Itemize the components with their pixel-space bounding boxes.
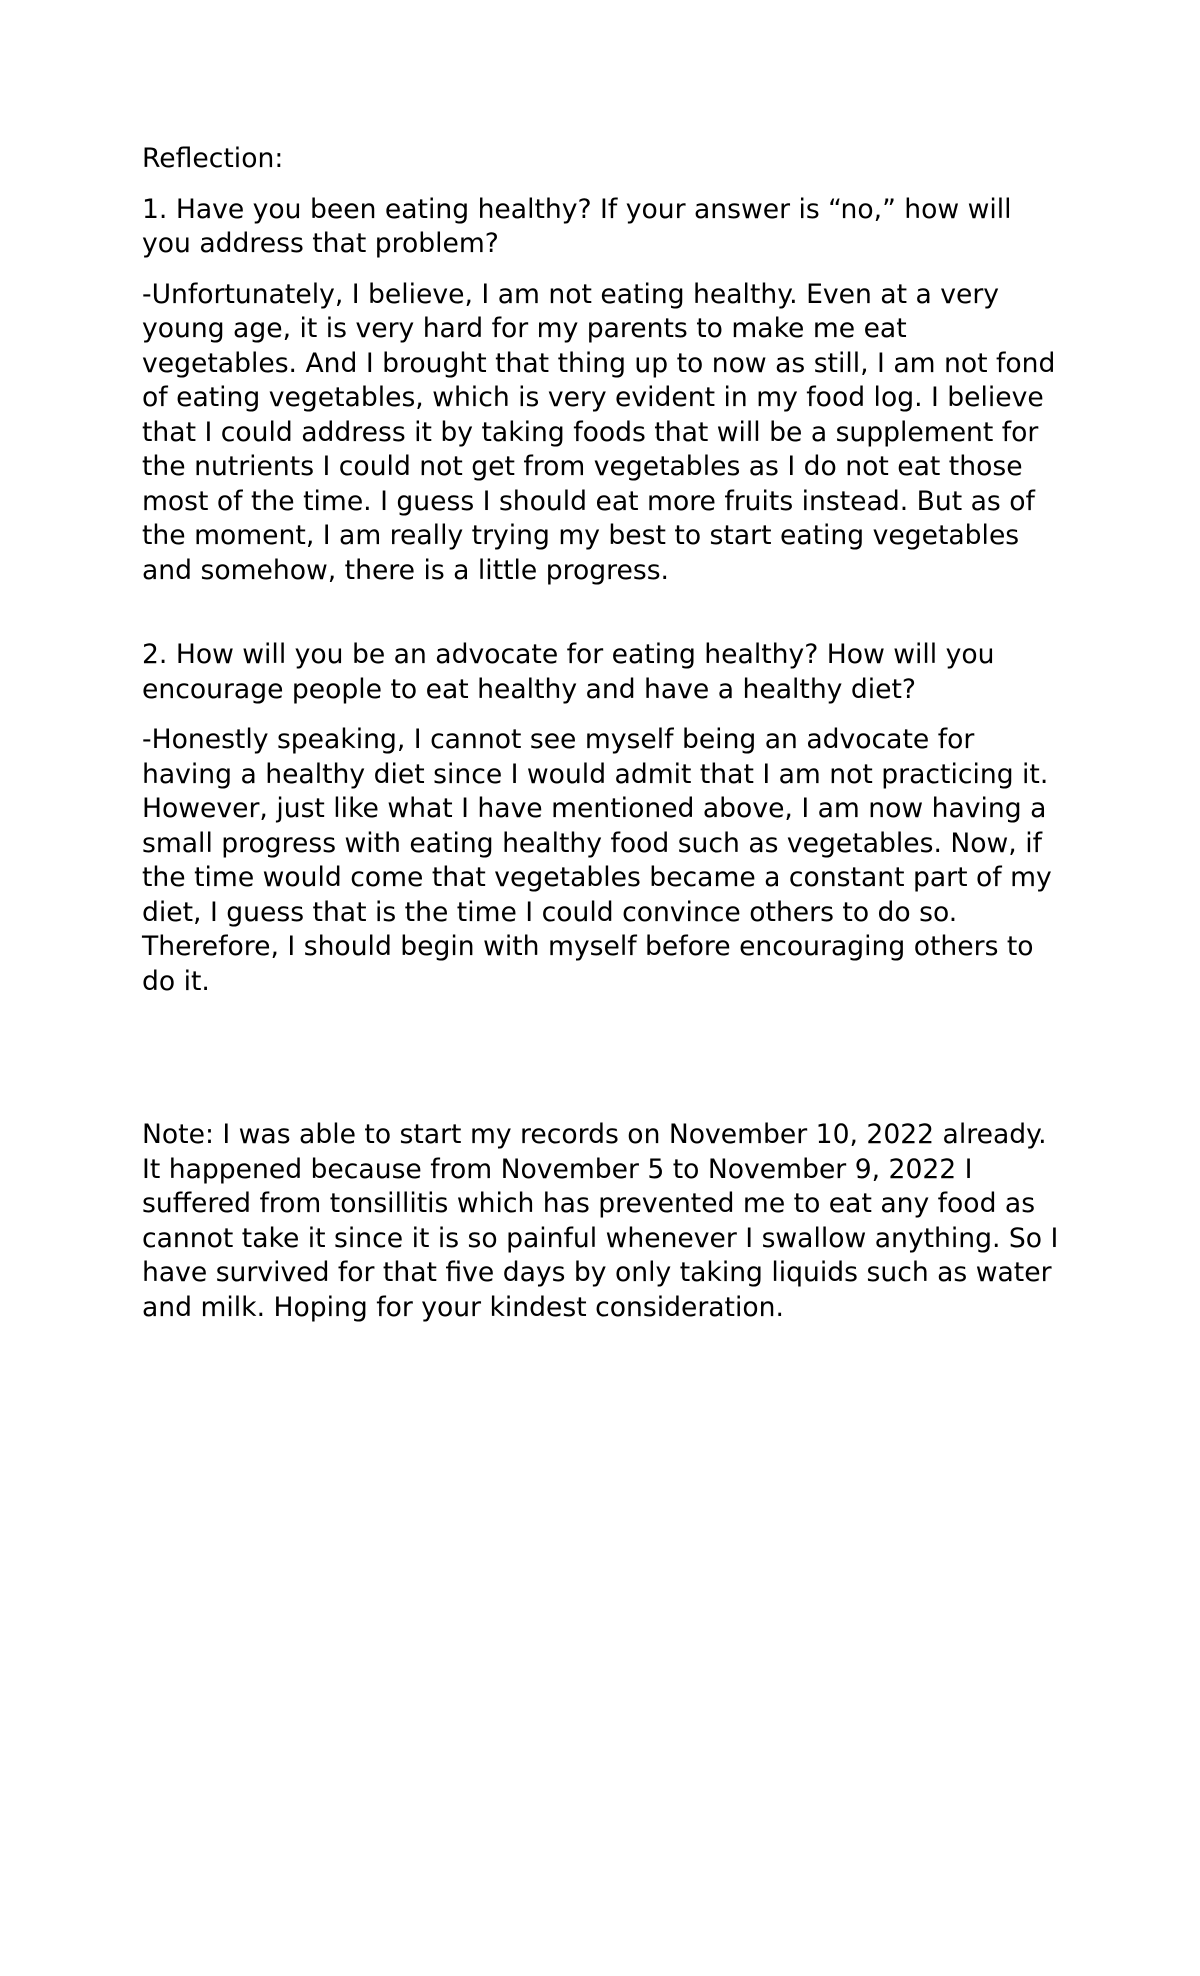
paragraph-spacer [142, 588, 1060, 638]
reflection-heading: Reflection: [142, 143, 284, 174]
paragraph-spacer [142, 999, 1060, 1118]
question-1: 1. Have you been eating healthy? If your answer is “no,” how will you address that problem? [142, 193, 1012, 259]
question-2: 2. How will you be an advocate for eating healthy? How will you encourage people to eat healthy and have a healthy diet? [142, 639, 995, 705]
answer-2: -Honestly speaking, I cannot see myself being an advocate for having a healthy diet since I would admit that I am not practicing it. However, just like what I have mentioned above, I am now having a small progress with eating healthy food such as vegetables. Now, if the time would come that vegetables became a constant part of my diet, I guess that is the time I could convince others to do so. Therefore, I should begin with myself before encouraging others to do it. [142, 724, 1052, 997]
answer-1: -Unfortunately, I believe, I am not eating healthy. Even at a very young age, it is very hard for my parents to make me eat vegetables. And I brought that thing up to now as still, I am not fond of eating vegetables, which is very evident in my food log. I believe that I could address it by taking foods that will be a supplement for the nutrients I could not get from vegetables as I do not eat those most of the time. I guess I should eat more fruits instead. But as of the moment, I am really trying my best to start eating vegetables and somehow, there is a little progress. [142, 278, 1056, 586]
note-paragraph: Note: I was able to start my records on November 10, 2022 already. It happened because from November 5 to November 9, 2022 I suffered from tonsillitis which has prevented me to eat any food as cannot take it since it is so painful whenever I swallow anything. So I have survived for that five days by only taking liquids such as water and milk. Hoping for your kindest consideration. [142, 1119, 1059, 1323]
